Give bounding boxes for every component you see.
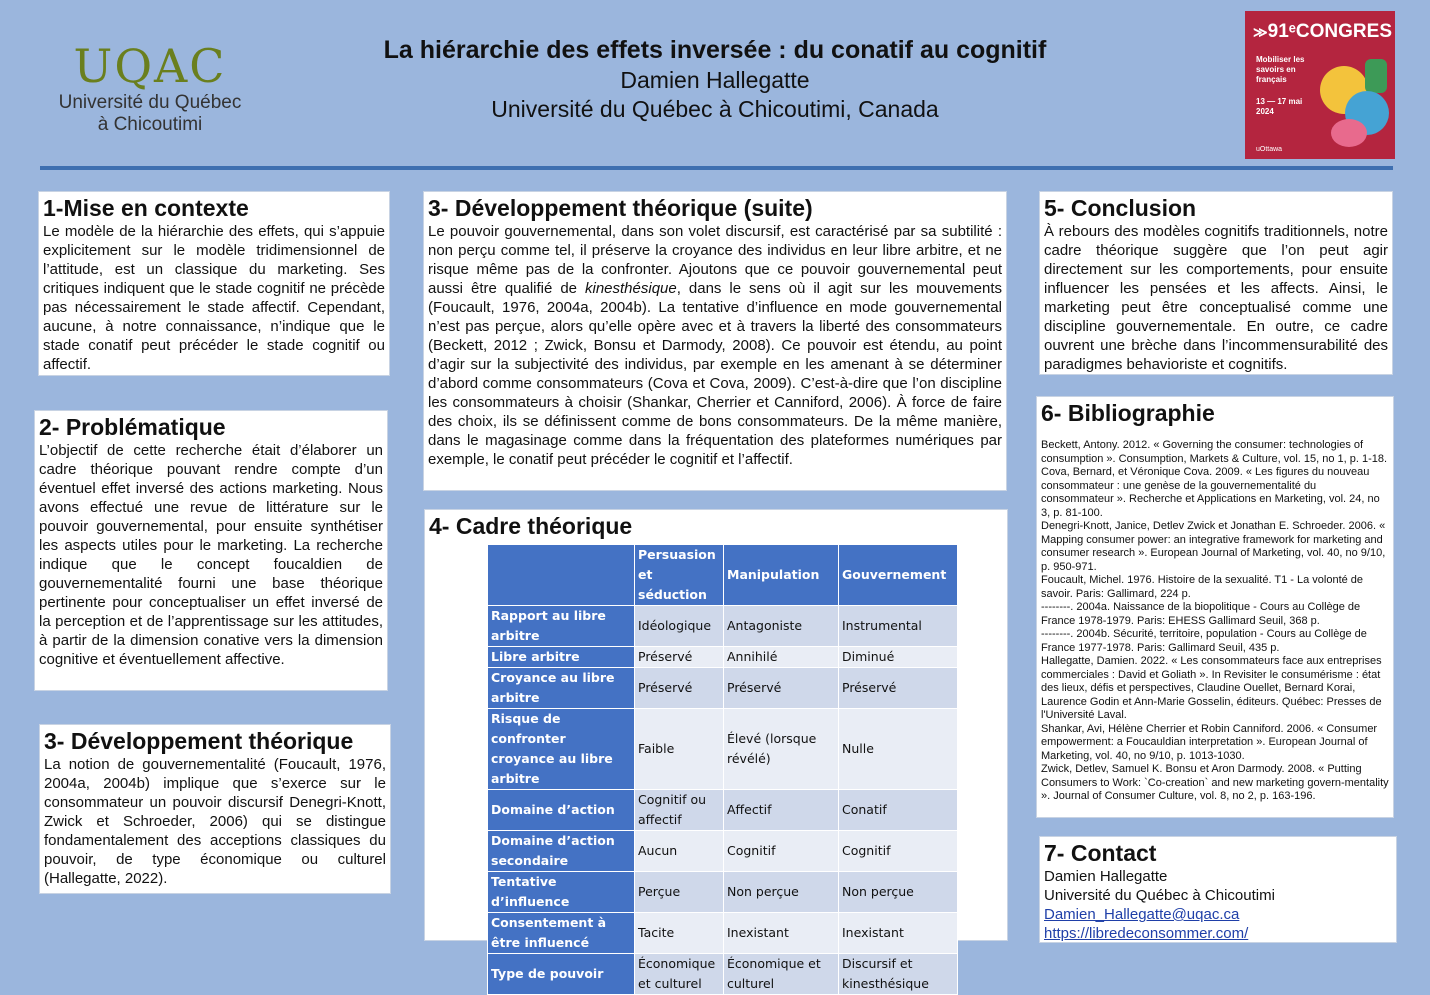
- table-row: [488, 913, 958, 954]
- section-title: 7- Contact: [1044, 840, 1157, 866]
- contact-email-link[interactable]: Damien_Hallegatte@uqac.ca: [1044, 906, 1240, 923]
- reference-item: --------. 2004b. Sécurité, territoire, population - Cours au Collège de France 1977-1978. Paris: Gallimard Seuil, 435 p.: [1041, 628, 1367, 654]
- table-cell: Faible: [635, 709, 724, 790]
- table-cell: Discursif et kinesthésique: [839, 954, 958, 995]
- logo-line-1: Université du Québec: [58, 92, 242, 113]
- table-cell: Aucun: [635, 831, 724, 872]
- row-label: Rapport au libre arbitre: [488, 606, 635, 647]
- badge-congress-title: [1253, 21, 1392, 43]
- table-cell: Antagoniste: [724, 606, 839, 647]
- contact-organization: Université du Québec à Chicoutimi: [1044, 887, 1275, 904]
- section-developpement-theorique: [39, 724, 391, 894]
- table-cell: Économique et culturel: [635, 954, 724, 995]
- badge-footer: uOttawa: [1256, 146, 1283, 153]
- table-cell: Préservé: [839, 668, 958, 709]
- badge-decor-shape: [1331, 119, 1367, 147]
- poster-author: Damien Hallegatte: [620, 67, 810, 93]
- section-body: Le modèle de la hiérarchie des effets, qui s’appuie explicitement sur le modèle tridimensionnel de l’attitude, est un classique du marketing. Ses critiques indiquent que le stade cognitif ne précède pas nécessairement le stade affectif. Cependant, aucune, à notre connaissance, n’indique que le stade conatif peut précéder le stade cognitif ou affectif.: [43, 223, 385, 373]
- table-cell: Non perçue: [724, 872, 839, 913]
- table-cell: Cognitif ou affectif: [635, 790, 724, 831]
- table-cell: Économique et culturel: [724, 954, 839, 995]
- reference-item: Cova, Bernard, et Véronique Cova. 2009. « Les figures du nouveau consommateur : une genèse de la gouvernementalité du consommateur ». Recherche et Applications en Marketing, vol. 24, no 3, p. 81-100.: [1041, 466, 1380, 519]
- table-cell: Tacite: [635, 913, 724, 954]
- section-contact: [1039, 836, 1397, 943]
- table-cell: Cognitif: [724, 831, 839, 872]
- poster-title: La hiérarchie des effets inversée : du conatif au cognitif: [383, 36, 1047, 64]
- table-cell: Nulle: [839, 709, 958, 790]
- table-row: [488, 872, 958, 913]
- reference-item: --------. 2004a. Naissance de la biopolitique - Cours au Collège de France 1978-1979. Paris: EHESS Gallimard Seuil, 368 p.: [1041, 601, 1361, 627]
- poster-header: [300, 34, 1130, 124]
- body-part: Le pouvoir gouvernemental, dans son volet discursif, est caractérisé par sa subtilité : non perçu comme tel, il préserve la croyance des individus en leur libre arbitre, et ne risque même pas de la confronter. Ajoutons que ce pouvoir gouvernemental peut aussi être qualifié de: [428, 223, 1002, 297]
- table-cell: Affectif: [724, 790, 839, 831]
- section-title: 6- Bibliographie: [1041, 400, 1215, 426]
- section-title: 3- Développement théorique (suite): [428, 195, 813, 221]
- reference-item: Beckett, Antony. 2012. « Governing the consumer: technologies of consumption ». Consumption, Markets & Culture, vol. 15, no 1, p. 1-18.: [1041, 439, 1388, 465]
- table-row: [488, 647, 958, 668]
- theory-table: [487, 544, 958, 995]
- table-header-cell: Gouvernement: [839, 545, 958, 606]
- table-header-cell: Manipulation: [724, 545, 839, 606]
- section-title: 2- Problématique: [39, 414, 226, 440]
- table-cell: Non perçue: [839, 872, 958, 913]
- section-cadre-theorique: [424, 509, 1008, 991]
- table-cell: Diminué: [839, 647, 958, 668]
- section-title: 1-Mise en contexte: [43, 195, 249, 221]
- logo-line-2: à Chicoutimi: [97, 114, 203, 135]
- section-problematique: [34, 410, 388, 691]
- body-part: , dans le sens où il agit sur les mouvements (Foucault, 1976, 2004a, 2004b). La tentative d’influence en mode gouvernemental n’est pas perçue, alors qu’elle opère avec et à travers la liberté des consommateurs (Beckett, 2012 ; Zwick, Bonsu et Darmody, 2008). Ce pouvoir est étendu, au point d’agir sur la subjectivité des individus, par exemple en les amenant à se déterminer d’abord comme consommateurs (Cova et Cova, 2009). C’est-à-dire que l’on discipline les consommateurs à choisir (Shankar, Cherrier et Canniford, 2006). À force de faire des choix, ils se définissent comme de bons consommateurs. De la même manière, dans le magasinage comme dans la fréquentation des plateformes numériques par exemple, le conatif peut précéder le cognitif et l’affectif.: [428, 280, 1002, 468]
- row-label: Tentative d’influence: [488, 872, 635, 913]
- section-title: 4- Cadre théorique: [429, 513, 633, 539]
- row-label: Type de pouvoir: [488, 954, 635, 995]
- table-cell: Idéologique: [635, 606, 724, 647]
- table-cell: Conatif: [839, 790, 958, 831]
- table-cell: Préservé: [635, 647, 724, 668]
- contact-website-link[interactable]: https://libredeconsommer.com/: [1044, 925, 1249, 942]
- reference-item: Zwick, Detlev, Samuel K. Bonsu et Aron Darmody. 2008. « Putting Consumers to Work: `Co-creation` and new marketing govern-mentality ». Journal of Consumer Culture, vol. 8, no 2, p. 163-196.: [1041, 763, 1389, 802]
- table-cell: Préservé: [635, 668, 724, 709]
- badge-dates: 13 — 17 mai 2024: [1256, 97, 1303, 116]
- badge-decor-shape: [1365, 59, 1387, 93]
- section-title: 3- Développement théorique: [44, 728, 354, 754]
- badge-congress-name: 91ᵉCONGRES: [1267, 21, 1393, 42]
- contact-name: Damien Hallegatte: [1044, 868, 1168, 885]
- table-header-cell: [488, 545, 635, 606]
- section-body: [428, 222, 1002, 469]
- table-row: [488, 668, 958, 709]
- reference-item: Denegri-Knott, Janice, Detlev Zwick et Jonathan E. Schroeder. 2006. « Mapping consumer power: an integrative framework for marketing and consumer research ». European Journal of Marketing, vol. 40, no 9/10, p. 950-971.: [1041, 520, 1386, 573]
- badge-tagline: Mobiliser les savoirs en français: [1256, 55, 1305, 84]
- table-cell: Inexistant: [724, 913, 839, 954]
- logo-wordmark: UQAC: [73, 39, 227, 93]
- section-body: La notion de gouvernementalité (Foucault, 1976, 2004a, 2004b) implique que s’exerce sur le consommateur un pouvoir discursif Denegri-Knott, Zwick et Schroeder, 2006) qui se distingue fondamentalement des acceptions classiques du pouvoir, de type économique ou culturel (Hallegatte, 2022).: [44, 756, 386, 887]
- table-cell: Préservé: [724, 668, 839, 709]
- table-cell: Élevé (lorsque révélé): [724, 709, 839, 790]
- section-conclusion: [1039, 191, 1393, 375]
- table-row: [488, 709, 958, 790]
- body-emphasis: kinesthésique: [585, 280, 677, 297]
- poster-affiliation: Université du Québec à Chicoutimi, Canada: [491, 96, 939, 122]
- uqac-logo: [40, 40, 260, 136]
- spacer: [1041, 427, 1389, 439]
- section-mise-en-contexte: [38, 191, 390, 376]
- reference-item: Foucault, Michel. 1976. Histoire de la sexualité. T1 - La volonté de savoir. Paris: Gallimard, 224 p.: [1041, 574, 1364, 600]
- reference-item: Shankar, Avi, Hélène Cherrier et Robin Canniford. 2006. « Consumer empowerment: a Foucauldian interpretation ». European Journal of Marketing, vol. 40, no 9/10, p. 1013-1030.: [1041, 722, 1378, 762]
- badge-arrow-icon: ≫: [1253, 24, 1268, 40]
- header-divider: [40, 166, 1393, 170]
- section-bibliographie: [1036, 396, 1394, 818]
- acfas-congress-badge: [1245, 11, 1395, 159]
- row-label: Libre arbitre: [488, 647, 635, 668]
- section-developpement-theorique-suite: [423, 191, 1007, 491]
- section-body: L’objectif de cette recherche était d’élaborer un cadre théorique pouvant rendre compte d’un éventuel effet inversé des actions marketing. Nous avons effectué une revue de littérature sur le pouvoir gouvernemental, pour ensuite synthétiser les aspects utiles pour le marketing. La recherche indique que le concept foucaldien de gouvernementalité fourni une base théorique pertinente pour conceptualiser un effet inversé de la perception et de l’apprentissage sur les attitudes, à partir de la dimension conative vers la dimension cognitive et éventuellement affective.: [39, 442, 383, 668]
- table-row: [488, 954, 958, 995]
- row-label: Consentement à être influencé: [488, 913, 635, 954]
- table-cell: Annihilé: [724, 647, 839, 668]
- table-row: [488, 831, 958, 872]
- row-label: Domaine d’action: [488, 790, 635, 831]
- row-label: Domaine d’action secondaire: [488, 831, 635, 872]
- table-header-cell: Persuasion et séduction: [635, 545, 724, 606]
- table-cell: Inexistant: [839, 913, 958, 954]
- section-body: À rebours des modèles cognitifs traditionnels, notre cadre théorique suggère que l’on peut agir directement sur les comportements, pour ensuite influencer les pensées et les affects. Ainsi, le marketing peut être conceptualisé comme une discipline gouvernementale. En outre, ce cadre ouvrent une brèche dans l’incommensurabilité des paradigmes behavioriste et cognitifs.: [1044, 223, 1388, 373]
- table-cell: Perçue: [635, 872, 724, 913]
- table-row: [488, 606, 958, 647]
- table-row: [488, 790, 958, 831]
- reference-item: Hallegatte, Damien. 2022. « Les consommateurs face aux entreprises commerciales : David et Goliath ». In Revisiter le consumérisme : état des lieux, défis et perspectives, Claudine Ouellet, Bernard Korai, Laurence Godin et Ann-Marie Gosselin, éditeurs. Québec: Presses de l'Université Laval.: [1041, 655, 1382, 721]
- row-label: Risque de confronter croyance au libre arbitre: [488, 709, 635, 790]
- section-title: 5- Conclusion: [1044, 195, 1197, 221]
- row-label: Croyance au libre arbitre: [488, 668, 635, 709]
- table-cell: Instrumental: [839, 606, 958, 647]
- table-cell: Cognitif: [839, 831, 958, 872]
